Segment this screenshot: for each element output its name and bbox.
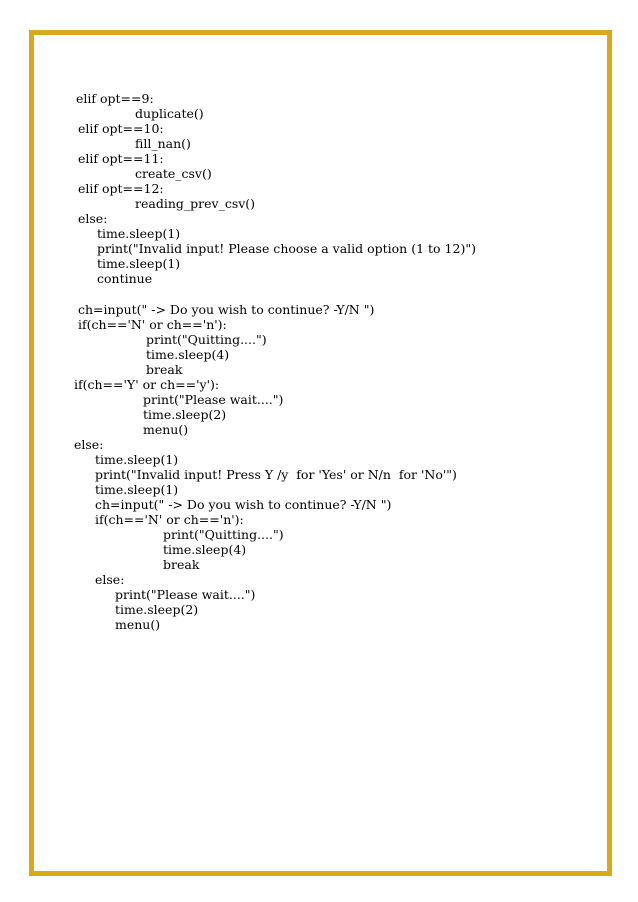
code-line: print("Invalid input! Press Y /y for 'Yes' or N/n for 'No'") [95,467,457,482]
code-line: print("Please wait....") [143,392,284,407]
code-line: time.sleep(1) [97,256,181,271]
code-line: time.sleep(2) [115,602,199,617]
code-line: print("Quitting....") [146,332,267,347]
code-line: print("Please wait....") [115,587,256,602]
code-line: print("Quitting....") [163,527,284,542]
code-line: if(ch=='N' or ch=='n'): [78,317,227,332]
code-line: if(ch=='Y' or ch=='y'): [74,377,220,392]
code-line: else: [78,211,108,226]
code-line: time.sleep(4) [146,347,230,362]
code-line: else: [95,572,125,587]
code-line: create_csv() [135,166,212,181]
code-line: if(ch=='N' or ch=='n'): [95,512,244,527]
code-line: break [146,362,183,377]
code-line: reading_prev_csv() [135,196,256,211]
code-line: print("Invalid input! Please choose a valid option (1 to 12)") [97,241,476,256]
code-line: elif opt==12: [78,181,164,196]
code-line: menu() [115,617,161,632]
code-line: duplicate() [135,106,204,121]
code-line: fill_nan() [135,136,191,151]
code-line: time.sleep(4) [163,542,247,557]
code-line: time.sleep(2) [143,407,227,422]
code-line: ch=input(" -> Do you wish to continue? -Y/N ") [78,302,375,317]
code-line: continue [97,271,153,286]
code-line: time.sleep(1) [95,452,179,467]
code-line: elif opt==11: [78,151,164,166]
code-line: elif opt==9: [76,91,154,106]
code-line: else: [74,437,104,452]
code-line: ch=input(" -> Do you wish to continue? -Y/N ") [95,497,392,512]
code-line: menu() [143,422,189,437]
code-line: time.sleep(1) [95,482,179,497]
code-line: elif opt==10: [78,121,164,136]
code-line: break [163,557,200,572]
code-line: time.sleep(1) [97,226,181,241]
